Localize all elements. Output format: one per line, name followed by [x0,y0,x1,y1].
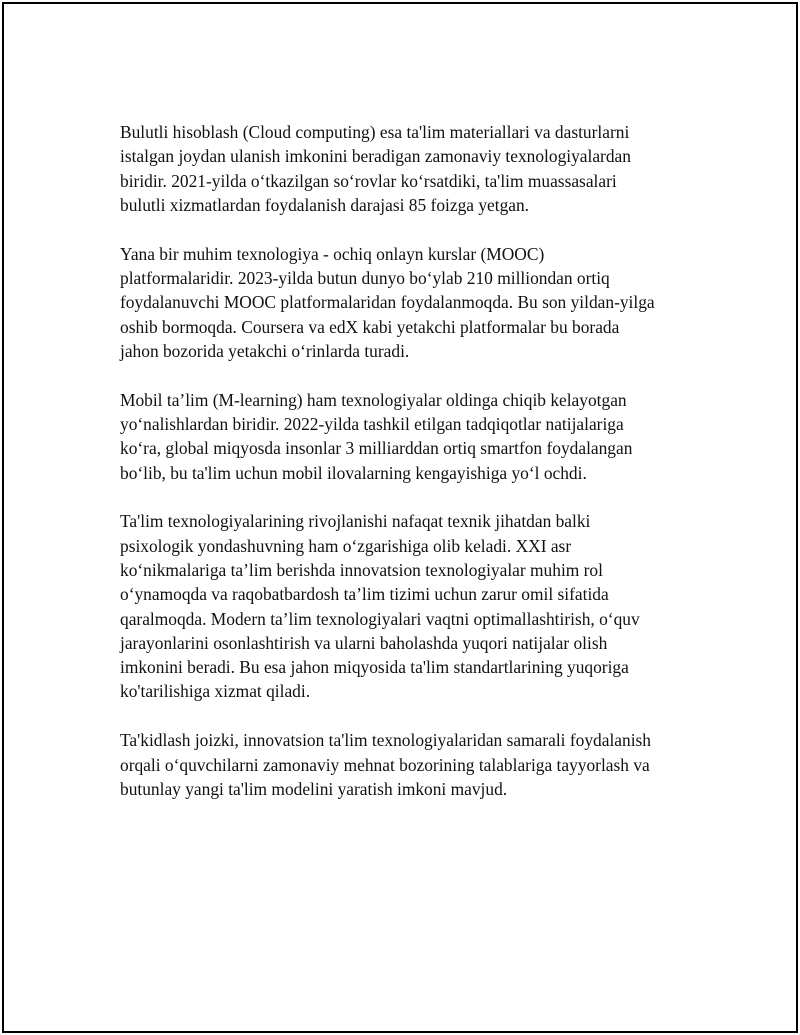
paragraph-cloud-computing [120,120,690,217]
text-line: ko'tarilishiga xizmat qiladi. [120,681,311,702]
paragraph-conclusion [120,728,690,801]
text-line: platformalaridir. 2023-yilda butun dunyo bo‘ylab 210 milliondan ortiq [120,267,610,288]
text-line: istalgan joydan ulanish imkonini beradigan zamonaviy texnologiyalardan [120,146,631,167]
text-line: jarayonlarini osonlashtirish va ularni baholashda yuqori natijalar olish [120,632,608,653]
paragraph-mooc [120,242,690,363]
document-body [120,120,690,826]
text-line: qaralmoqda. Modern ta’lim texnologiyalari vaqtni optimallashtirish, o‘quv [120,608,640,629]
document-page [2,2,798,1033]
text-line: biridir. 2021-yilda o‘tkazilgan so‘rovlar ko‘rsatdiki, ta'lim muassasalari [120,170,617,191]
text-line: o‘ynamoqda va raqobatbardosh ta’lim tizimi uchun zarur omil sifatida [120,584,609,605]
text-line: bulutli xizmatlardan foydalanish darajasi 85 foizga yetgan. [120,194,530,215]
text-line: ko‘ra, global miqyosda insonlar 3 milliarddan ortiq smartfon foydalangan [120,438,633,459]
paragraph-mobile-learning [120,388,690,485]
text-line: Bulutli hisoblash (Cloud computing) esa ta'lim materiallari va dasturlarni [120,122,630,142]
text-line: ko‘nikmalariga ta’lim berishda innovatsion texnologiyalar muhim rol [120,559,603,580]
text-line: yo‘nalishlardan biridir. 2022-yilda tashkil etilgan tadqiqotlar natijalariga [120,413,624,434]
text-line: psixologik yondashuvning ham o‘zgarishiga olib keladi. XXI asr [120,535,572,556]
text-line: bo‘lib, bu ta'lim uchun mobil ilovalarning kengayishiga yo‘l ochdi. [120,462,587,483]
text-line: orqali o‘quvchilarni zamonaviy mehnat bozorining talablariga tayyorlash va [120,754,650,775]
text-line: Yana bir muhim texnologiya - ochiq onlayn kurslar (MOOC) [120,243,545,264]
text-line: butunlay yangi ta'lim modelini yaratish imkoni mavjud. [120,778,508,799]
text-line: imkonini beradi. Bu esa jahon miqyosida ta'lim standartlarining yuqoriga [120,657,629,678]
text-line: Mobil ta’lim (M-learning) ham texnologiyalar oldinga chiqib kelayotgan [120,389,627,410]
text-line: Ta'lim texnologiyalarining rivojlanishi nafaqat texnik jihatdan balki [120,511,591,532]
text-line: foydalanuvchi MOOC platformalaridan foydalanmoqda. Bu son yildan-yilga [120,292,655,313]
text-line: oshib bormoqda. Coursera va edX kabi yetakchi platformalar bu borada [120,316,620,337]
text-line: Ta'kidlash joizki, innovatsion ta'lim texnologiyalaridan samarali foydalanish [120,730,651,751]
text-line: jahon bozorida yetakchi o‘rinlarda turadi. [120,340,410,361]
paragraph-development [120,509,690,703]
